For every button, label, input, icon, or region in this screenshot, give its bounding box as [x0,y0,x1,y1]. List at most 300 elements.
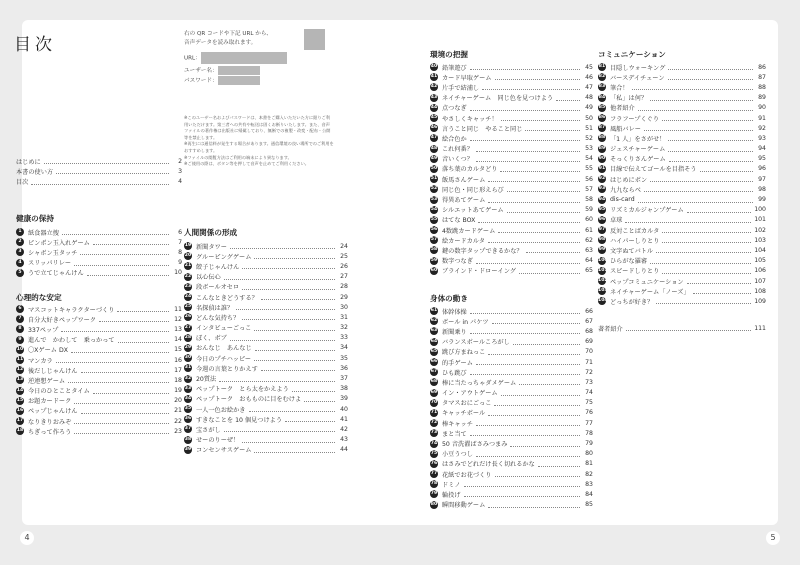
toc-page: 13 [174,325,182,333]
toc-page: 49 [585,104,593,112]
number-badge: 82 [598,74,606,80]
leader-dots [501,390,580,396]
toc-page: 6 [178,228,182,236]
leader-dots [494,400,580,406]
section-heading-environment: 環境の把握 [430,50,468,59]
toc-page: 78 [585,429,593,437]
leader-dots [662,268,751,274]
number-badge: 50 [430,165,438,171]
number-badge: 103 [598,288,608,294]
toc-row[interactable] [430,235,593,245]
toc-row[interactable] [598,225,766,235]
toc-page: 108 [754,287,766,295]
toc-row[interactable] [598,296,766,306]
toc-row[interactable] [430,459,593,469]
leader-dots [662,237,751,243]
toc-label: ひも跳び [442,369,467,377]
toc-row[interactable] [598,154,766,164]
toc-row[interactable] [430,377,593,387]
leader-dots [513,339,580,345]
toc-row[interactable] [16,258,182,268]
toc-label: 同じ色・同じ形えらび [442,186,504,194]
number-badge: 81 [598,64,606,70]
toc-row[interactable] [430,347,593,357]
toc-row-author[interactable] [598,323,766,333]
number-badge: 9 [16,336,24,344]
toc-row[interactable] [430,489,593,499]
toc-label: 他者紹介 [610,105,635,113]
toc-row[interactable] [16,365,182,375]
toc-row[interactable] [598,72,766,82]
toc-row[interactable] [16,268,182,278]
leader-dots [498,227,580,233]
toc-label: ぼく、ボブ [196,335,227,343]
toc-row[interactable] [430,256,593,266]
toc-row[interactable] [430,408,593,418]
toc-page: 71 [585,358,593,366]
toc-label: 「1 人」をさがせ！ [610,135,666,143]
toc-page: 20 [174,397,182,405]
toc-row[interactable] [598,164,766,174]
toc-row[interactable] [598,144,766,154]
toc-row[interactable] [430,418,593,428]
leader-dots [525,125,580,131]
toc-row[interactable] [598,93,766,103]
toc-page: 87 [758,73,766,81]
toc-row[interactable] [598,82,766,92]
leader-dots [242,314,335,320]
toc-row[interactable] [16,406,182,416]
toc-page: 27 [340,273,348,281]
number-badge: 64 [430,338,438,344]
toc-row[interactable] [184,394,348,404]
toc-label: フラフープくぐり [610,115,660,123]
toc-page: 84 [585,490,593,498]
toc-row[interactable] [430,469,593,479]
toc-row[interactable] [430,133,593,143]
toc-row[interactable] [16,396,182,406]
leader-dots [74,398,169,404]
leader-dots [292,386,335,392]
leader-dots [44,158,169,164]
toc-row[interactable] [430,306,593,316]
toc-page: 22 [174,417,182,425]
toc-row[interactable] [184,302,348,312]
number-badge: 10 [16,346,24,352]
number-badge: 37 [184,426,192,432]
toc-page: 41 [340,415,348,423]
toc-row[interactable] [598,266,766,276]
leader-dots [81,408,170,414]
toc-row[interactable] [16,166,182,176]
number-badge: 21 [184,263,192,269]
toc-page: 8 [178,248,182,256]
toc-row[interactable] [598,245,766,255]
leader-dots [476,146,580,152]
toc-page: 63 [585,246,593,254]
toc-row[interactable] [598,62,766,72]
toc-row[interactable] [16,386,182,396]
toc-row[interactable] [184,312,348,322]
toc-row[interactable] [430,316,593,326]
leader-dots [488,410,580,416]
toc-page: 9 [178,259,182,267]
number-badge: 26 [184,314,192,320]
toc-row[interactable] [16,416,182,426]
qr-line-1: 右の QR コードや下記 URL から、 [184,31,273,37]
number-badge: 32 [184,375,192,381]
number-badge: 49 [430,155,438,161]
toc-row[interactable] [430,103,593,113]
toc-row[interactable] [430,479,593,489]
toc-row[interactable] [184,384,348,394]
toc-page: 81 [585,460,593,468]
toc-row[interactable] [184,435,348,445]
toc-label: 反対ことばカルタ [610,227,660,235]
toc-row[interactable] [598,174,766,184]
page-number-left: 4 [20,531,34,545]
toc-page: 14 [174,336,182,344]
toc-row[interactable] [184,445,348,455]
toc-label: お題カードーク [28,398,72,406]
leader-dots [700,166,753,172]
toc-page: 93 [758,134,766,142]
toc-page: 58 [585,196,593,204]
toc-page: 48 [585,94,593,102]
toc-row[interactable] [430,428,593,438]
number-badge: 72 [430,420,438,426]
toc-label: マンカラ [28,357,53,365]
toc-label: やさしくキャッチ！ [442,115,498,123]
toc-row[interactable] [430,367,593,377]
toc-row[interactable] [430,245,593,255]
toc-row[interactable] [16,247,182,257]
number-badge: 23 [184,283,192,289]
leader-dots [488,502,580,508]
password-label: パスワード： [184,77,218,84]
toc-row[interactable] [430,388,593,398]
leader-dots [662,115,753,121]
toc-page: 42 [340,425,348,433]
toc-label: 新聞乗り [442,328,467,336]
toc-row[interactable] [184,373,348,383]
toc-row[interactable] [16,324,182,334]
leader-dots [68,377,169,383]
toc-label: 20質法 [196,376,217,384]
leader-dots [478,217,580,223]
toc-page: 37 [340,375,348,383]
toc-row[interactable] [430,72,593,82]
toc-label: 棒キャッチ [442,420,473,428]
toc-label: イン・アウトゲーム [442,390,498,398]
leader-dots [236,304,335,310]
toc-row[interactable] [16,335,182,345]
toc-label: 逆連想ゲーム [28,377,66,385]
toc-row[interactable] [430,194,593,204]
toc-row[interactable] [430,93,593,103]
toc-row[interactable] [430,357,593,367]
toc-row[interactable] [598,103,766,113]
number-badge: 76 [430,460,438,466]
number-badge: 19 [184,243,192,249]
number-badge: 59 [430,257,438,263]
url-redacted [201,52,287,64]
toc-row[interactable] [430,205,593,215]
toc-page: 34 [340,344,348,352]
toc-label: 今日のプチハッピー [196,355,252,363]
leader-dots [632,84,753,90]
leader-dots [482,84,580,90]
toc-label: 50 音洗濯ばさみつまみ [442,441,508,449]
toc-row[interactable] [184,261,348,271]
toc-row[interactable] [430,154,593,164]
toc-page: 19 [174,387,182,395]
toc-page: 105 [754,257,766,265]
toc-label: バースデイチェーン [610,74,665,82]
toc-row[interactable] [430,174,593,184]
toc-label: 段ボールオセロ [196,284,240,292]
toc-label: 鉛筆遊び [442,64,467,72]
toc-row[interactable] [598,205,766,215]
toc-row[interactable] [430,144,593,154]
toc-label: 本書の使い方 [16,168,54,176]
toc-page: 83 [585,480,593,488]
health-list [16,227,182,278]
toc-label: 以心伝心 [196,274,221,282]
toc-row[interactable] [16,426,182,436]
toc-label: 鍵の数字タップできるかな？ [442,247,523,255]
toc-page: 91 [758,114,766,122]
toc-page: 72 [585,368,593,376]
toc-row[interactable] [16,375,182,385]
toc-row[interactable] [430,123,593,133]
toc-row[interactable] [16,345,182,355]
toc-row[interactable] [430,113,593,123]
note-4: ※ご使用の際は、ボタン等を押して音声を止めてご利用ください。 [184,161,309,167]
toc-page: 17 [174,366,182,374]
leader-dots [638,197,753,203]
toc-page: 98 [758,185,766,193]
toc-label: ちぎって作ろう [28,428,72,436]
qr-line-2: 音声データを読み取れます。 [184,39,257,46]
toc-row[interactable] [184,343,348,353]
toc-row[interactable] [184,323,348,333]
number-badge: 66 [430,359,438,365]
toc-page: 28 [340,283,348,291]
toc-label: 文字ぬてバトル [610,247,654,255]
number-badge: 55 [430,216,438,222]
toc-label: dis-card [610,196,635,204]
toc-label: 名探偵は誰？ [196,304,234,312]
toc-label: 落ち葉のカルタどり [442,166,498,174]
toc-row[interactable] [184,272,348,282]
username-redacted [218,66,260,75]
toc-page: 86 [758,63,766,71]
number-badge: 68 [430,379,438,385]
leader-dots [538,461,580,467]
toc-label: 著者紹介 [598,325,623,333]
toc-row[interactable] [430,215,593,225]
toc-page: 95 [758,155,766,163]
toc-page: 64 [585,257,593,265]
number-badge: 6 [16,305,24,313]
toc-row[interactable] [16,314,182,324]
toc-row[interactable] [184,414,348,424]
number-badge: 79 [430,491,438,497]
toc-row[interactable] [16,355,182,365]
toc-label: コンセンサスゲーム [196,447,252,455]
number-badge: 69 [430,389,438,395]
toc-row[interactable] [16,177,182,187]
number-badge: 74 [430,440,438,446]
leader-dots [74,260,169,266]
toc-row[interactable] [430,398,593,408]
leader-dots [254,253,335,259]
number-badge: 89 [598,145,606,151]
leader-dots [526,247,580,253]
toc-row[interactable] [598,235,766,245]
toc-row[interactable] [16,156,182,166]
toc-page: 3 [178,167,182,175]
toc-page: 104 [754,246,766,254]
toc-page: 52 [585,134,593,142]
toc-label: リズミカルジャンプゲーム [610,207,684,215]
environment-list [430,62,593,276]
section-heading-mental: 心理的な安定 [16,293,62,302]
toc-row[interactable] [16,304,182,314]
toc-row[interactable] [430,184,593,194]
toc-page: 21 [174,407,182,415]
toc-row[interactable] [430,438,593,448]
toc-row[interactable] [184,292,348,302]
leader-dots [219,376,335,382]
number-badge: 13 [16,377,24,383]
toc-row[interactable] [16,237,182,247]
toc-row[interactable] [598,286,766,296]
author-row [598,323,766,333]
leader-dots [230,335,335,341]
leader-dots [519,268,580,274]
toc-row[interactable] [430,266,593,276]
section-heading-communication: コミュニケーション [598,50,666,59]
toc-row[interactable] [598,113,766,123]
toc-page: 102 [754,226,766,234]
toc-page: 100 [754,206,766,214]
toc-label: 337ペップ [28,326,59,334]
toc-label: ボール in パケツ [442,318,489,326]
toc-row[interactable] [598,215,766,225]
toc-label: 数字つなぎ [442,258,473,266]
toc-page: 106 [754,267,766,275]
leader-dots [261,365,335,371]
toc-row[interactable] [184,424,348,434]
toc-row[interactable] [430,337,593,347]
page-title: 目次 [14,35,56,55]
toc-page: 40 [340,405,348,413]
toc-label: 宝さがし [196,426,221,434]
toc-row[interactable] [16,227,182,237]
toc-row[interactable] [598,133,766,143]
toc-row[interactable] [430,449,593,459]
toc-label: 今日のひとことタイム [28,388,90,396]
relations-list [184,241,348,455]
leader-dots [470,308,580,314]
leader-dots [254,355,335,361]
number-badge: 78 [430,481,438,487]
toc-row[interactable] [184,404,348,414]
toc-row[interactable] [598,276,766,286]
number-badge: 3 [16,248,24,256]
toc-row[interactable] [430,500,593,510]
number-badge: 99 [598,247,606,253]
leader-dots [488,349,580,355]
number-badge: 60 [430,267,438,273]
toc-row[interactable] [430,62,593,72]
toc-row[interactable] [430,82,593,92]
number-badge: 46 [430,125,438,131]
note-3: ※ファイルの閲覧方法はご利用の端末により異なります。 [184,154,292,160]
number-badge: 8 [16,325,24,333]
leader-dots [254,325,335,331]
toc-label: マスコットキャラクターづくり [28,306,115,314]
toc-page: 53 [585,145,593,153]
toc-label: 飯馬さんゲーム [442,176,486,184]
toc-page: 66 [585,307,593,315]
toc-page: 69 [585,338,593,346]
body-list [430,306,593,510]
toc-label: 目線で伝えてゴールを目指そう [610,166,697,174]
toc-row[interactable] [430,164,593,174]
toc-row[interactable] [184,333,348,343]
number-badge: 98 [598,237,606,243]
toc-label: 片手で結浦し [442,84,480,92]
leader-dots [249,406,336,412]
toc-row[interactable] [598,194,766,204]
leader-dots [650,258,751,264]
number-badge: 83 [598,84,606,90]
toc-row[interactable] [598,123,766,133]
toc-page: 12 [174,315,182,323]
toc-row[interactable] [598,184,766,194]
url-label: URL： [184,55,201,62]
toc-row[interactable] [184,282,348,292]
toc-row[interactable] [430,225,593,235]
toc-row[interactable] [184,251,348,261]
leader-dots [87,270,169,276]
toc-page: 18 [174,376,182,384]
toc-label: 一人一色お絵かき [196,406,246,414]
leader-dots [470,328,580,334]
toc-label: 進んで かわして 乗っかって [28,337,115,345]
toc-label: 目次 [16,179,29,187]
toc-row[interactable] [184,363,348,373]
number-badge: 35 [184,406,192,412]
toc-page: 15 [174,346,182,354]
qr-code[interactable] [304,29,325,50]
toc-row[interactable] [598,256,766,266]
number-badge: 27 [184,324,192,330]
toc-label: スピードしりとり [610,268,660,276]
toc-row[interactable] [430,326,593,336]
toc-row[interactable] [184,241,348,251]
number-badge: 95 [598,206,606,212]
number-badge: 57 [430,237,438,243]
toc-row[interactable] [184,353,348,363]
toc-page: 90 [758,104,766,112]
leader-dots [650,176,753,182]
leader-dots [644,125,753,131]
leader-dots [242,263,335,269]
